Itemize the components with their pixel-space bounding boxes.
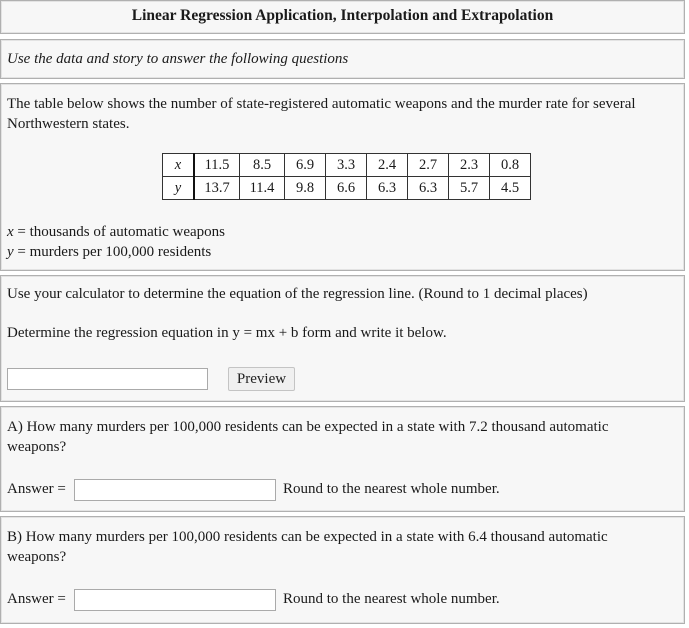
answer-b-input[interactable]: [74, 589, 276, 611]
equation-instruction: Determine the regression equation in y = mx + b form and write it below.: [7, 325, 447, 341]
answer-a-label: Answer =: [7, 481, 66, 497]
question-b-text: B) How many murders per 100,000 residents can be expected in a state with 6.4 thousand automatic weapons?: [7, 529, 608, 565]
legend-x-desc: = thousands of automatic weapons: [13, 224, 226, 240]
answer-b-label: Answer =: [7, 591, 66, 607]
preview-button[interactable]: Preview: [228, 367, 295, 391]
table-cell: 8.5: [240, 154, 285, 177]
question-a-text: A) How many murders per 100,000 residents can be expected in a state with 7.2 thousand automatic weapons?: [7, 419, 609, 455]
table-cell: 6.6: [326, 177, 367, 200]
table-cell: 11.5: [194, 154, 240, 177]
table-cell: 0.8: [490, 154, 531, 177]
variable-legend: [7, 222, 225, 262]
legend-y-desc: = murders per 100,000 residents: [13, 244, 212, 260]
table-cell: 6.9: [285, 154, 326, 177]
table-cell: 4.5: [490, 177, 531, 200]
legend-x: [7, 222, 225, 242]
instructions-text: Use the data and story to answer the following questions: [7, 51, 349, 67]
table-row-y: [163, 177, 531, 200]
table-cell: 11.4: [240, 177, 285, 200]
table-cell: 9.8: [285, 177, 326, 200]
regression-panel: [0, 275, 685, 402]
legend-y: [7, 242, 225, 262]
title-panel: [0, 0, 685, 34]
table-cell: 2.4: [367, 154, 408, 177]
data-table: [162, 153, 531, 200]
answer-a-input[interactable]: [74, 479, 276, 501]
table-cell: 6.3: [408, 177, 449, 200]
page-title: Linear Regression Application, Interpolation and Extrapolation: [131, 7, 554, 24]
table-cell: 6.3: [367, 177, 408, 200]
answer-a-round-note: Round to the nearest whole number.: [283, 481, 500, 497]
legend-y-var: y: [7, 244, 14, 260]
table-cell: 5.7: [449, 177, 490, 200]
table-cell: 2.3: [449, 154, 490, 177]
question-b-panel: [0, 516, 685, 624]
answer-b-round-note: Round to the nearest whole number.: [283, 591, 500, 607]
calculator-instruction: Use your calculator to determine the equation of the regression line. (Round to 1 decimal places): [7, 286, 588, 302]
table-cell: 3.3: [326, 154, 367, 177]
table-header-x: x: [163, 154, 195, 177]
instructions-panel: [0, 39, 685, 79]
table-cell: 2.7: [408, 154, 449, 177]
table-row-x: [163, 154, 531, 177]
question-a-panel: [0, 406, 685, 512]
equation-input[interactable]: [7, 368, 208, 390]
story-text: The table below shows the number of state-registered automatic weapons and the murder rate for several Northwestern states.: [7, 96, 636, 132]
table-header-y: y: [163, 177, 195, 200]
legend-x-var: x: [7, 224, 14, 240]
table-cell: 13.7: [194, 177, 240, 200]
story-panel: [0, 83, 685, 271]
